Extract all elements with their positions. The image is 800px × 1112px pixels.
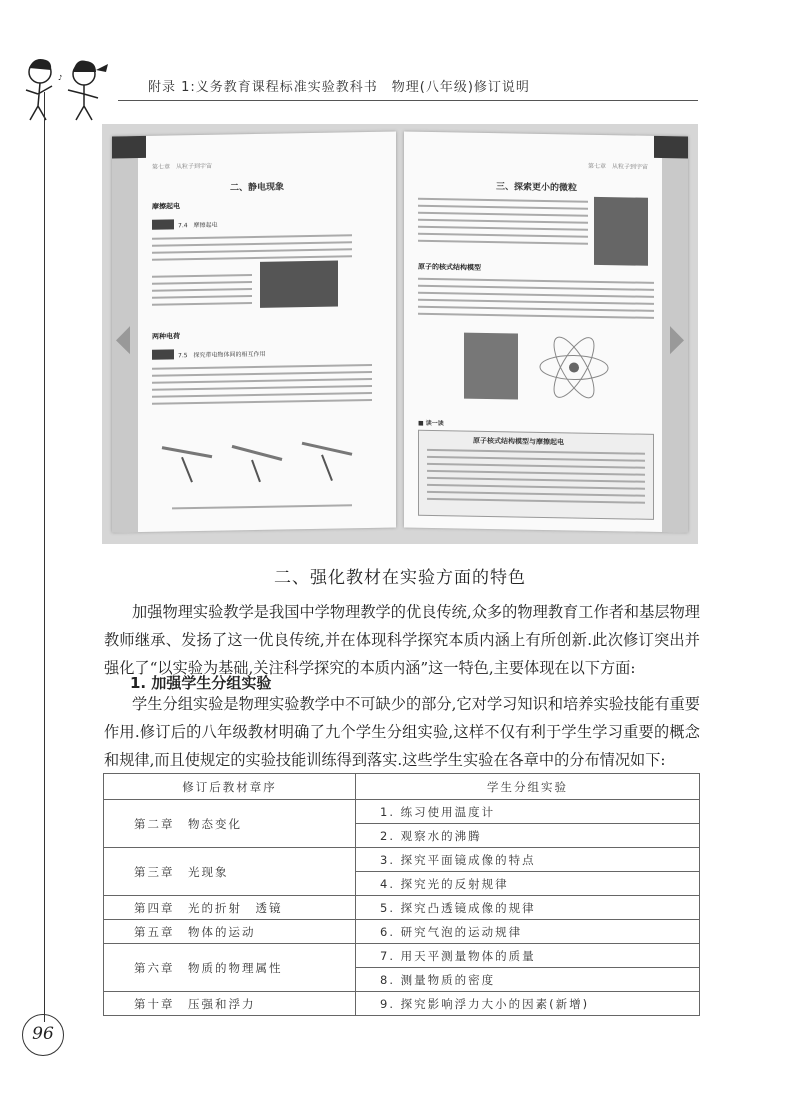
right-sub-heading: 原子的核式结构模型 — [418, 262, 481, 272]
portrait-rutherford — [464, 333, 518, 400]
running-header: 附录 1:义务教育课程标准实验教科书 物理(八年级)修订说明 — [148, 80, 530, 95]
experiment-cell: 8. 测量物质的密度 — [356, 968, 700, 992]
left-item-1: 7.4 摩擦起电 — [178, 221, 218, 230]
left-sub-heading-2: 两种电荷 — [152, 332, 180, 341]
sub-paragraph-text: 学生分组实验是物理实验教学中不可缺少的部分,它对学习知识和培养实验技能有重要作用.修订后的八年级教材明确了九个学生分组实验,这样不仅有利于学生学习重要的概念和规律,而且使规定的实验技能训练得到落实.这些学生实验在各章中的分布情况如下: — [104, 695, 700, 769]
photo-rubbing-rod — [260, 261, 338, 308]
table-header-chapter: 修订后教材章序 — [104, 774, 356, 800]
table-row — [104, 944, 700, 968]
sub-paragraph — [104, 690, 700, 774]
table-row — [104, 920, 700, 944]
left-item-2: 7.5 探究带电物体间的相互作用 — [178, 350, 266, 360]
left-page-heading: 二、静电现象 — [230, 182, 285, 194]
right-page-heading: 三、探索更小的微粒 — [496, 182, 578, 194]
chapter-cell: 第二章 物态变化 — [104, 800, 356, 848]
left-textbook-page — [112, 132, 396, 533]
atom-model-illustration — [534, 332, 614, 403]
table-header-row — [104, 774, 700, 800]
margin-rule — [44, 92, 45, 1022]
box-tag: ■ 读一读 — [418, 419, 444, 428]
chapter-cell: 第三章 光现象 — [104, 848, 356, 896]
svg-text:♪: ♪ — [58, 74, 63, 82]
experiment-cell: 2. 观察水的沸腾 — [356, 824, 700, 848]
chapter-cell: 第十章 压强和浮力 — [104, 992, 356, 1016]
intro-paragraph-text: 加强物理实验教学是我国中学物理教学的优良传统,众多的物理教育工作者和基层物理教师继承、发扬了这一优良传统,并在体现科学探究本质内涵上有所创新.此次修订突出并强化了“以实验为基础,关注科学探究的本质内涵”这一特色,主要体现在以下方面: — [104, 603, 700, 677]
right-textbook-page — [404, 132, 688, 533]
chapter-cell: 第四章 光的折射 透镜 — [104, 896, 356, 920]
experiment-cell: 6. 研究气泡的运动规律 — [356, 920, 700, 944]
experiment-distribution-table — [103, 773, 700, 1016]
table-row — [104, 848, 700, 872]
experiment-cell: 3. 探究平面镜成像的特点 — [356, 848, 700, 872]
chapter-cell: 第六章 物质的物理属性 — [104, 944, 356, 992]
cartoon-children-illustration — [14, 50, 114, 122]
page-arrow — [116, 326, 130, 354]
section-title: 二、强化教材在实验方面的特色 — [274, 568, 526, 588]
left-sub-heading-1: 摩擦起电 — [152, 202, 180, 211]
table-header-experiment: 学生分组实验 — [356, 774, 700, 800]
page-number: 96 — [32, 1024, 54, 1044]
portrait-thomson — [594, 197, 648, 266]
experiment-cell: 5. 探究凸透镜成像的规律 — [356, 896, 700, 920]
experiment-cell: 4. 探究光的反射规律 — [356, 872, 700, 896]
experiment-cell: 7. 用天平测量物体的质量 — [356, 944, 700, 968]
table-row — [104, 896, 700, 920]
box-title: 原子核式结构模型与摩擦起电 — [473, 436, 564, 447]
subsection-title: 1. 加强学生分组实验 — [130, 674, 272, 692]
reading-box — [418, 430, 654, 520]
left-running-head: 第七章 从粒子到宇宙 — [152, 162, 213, 171]
chapter-cell: 第五章 物体的运动 — [104, 920, 356, 944]
table-row — [104, 992, 700, 1016]
illustration-charged-rods — [152, 424, 372, 488]
table-row — [104, 800, 700, 824]
intro-paragraph — [104, 598, 700, 682]
header-divider — [118, 100, 698, 101]
textbook-spread-photo — [102, 124, 698, 544]
page-arrow — [670, 326, 684, 354]
right-running-head: 第七章 从粒子到宇宙 — [587, 162, 648, 171]
experiment-cell: 9. 探究影响浮力大小的因素(新增) — [356, 992, 700, 1016]
experiment-cell: 1. 练习使用温度计 — [356, 800, 700, 824]
